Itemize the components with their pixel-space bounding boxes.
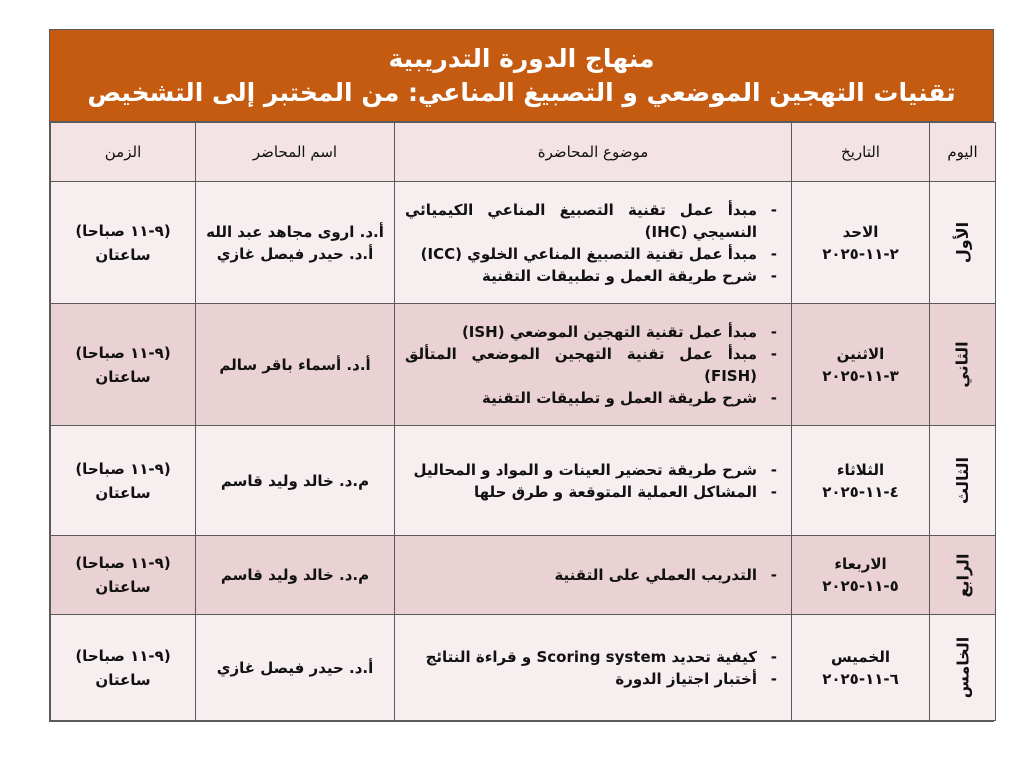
topic-item: - شرح طريقة تحضير العينات و المواد و المحاليل [405,459,779,481]
topic-item: - أختبار اجتياز الدورة [405,668,779,690]
topic-list [405,564,779,586]
time-cell [51,615,196,721]
time-range: (٩-١١ صباحا) [75,343,171,362]
course-subtitle: تقنيات التهجين الموضعي و التصبيغ المناعي: من المختبر إلى التشخيص [87,77,956,107]
time-range: (٩-١١ صباحا) [75,221,171,240]
duration-label: ساعتان [95,483,151,502]
topic-item: - المشاكل العملية المتوقعة و طرق حلها [405,481,779,503]
header-lecturer: اسم المحاضر [196,123,395,182]
date-cell [792,182,930,304]
topic-item: - مبدأ عمل تقنية التهجين الموضعي المتألق (FISH) [405,343,779,387]
table-row [51,304,996,426]
topic-item: - مبدأ عمل تقنية التصبيغ المناعي الخلوي (ICC) [405,243,779,265]
date-label: ٤-١١-٢٠٢٥ [822,482,899,501]
duration-label: ساعتان [95,578,151,596]
topic-list [405,199,779,287]
date-cell [792,304,930,426]
time-cell [51,182,196,304]
weekday-label: الثلاثاء [836,460,885,479]
header-row [51,123,996,182]
title-banner [50,30,993,122]
day-cell [930,615,996,721]
topic-cell [395,304,792,426]
lecturer-cell [196,182,395,304]
topic-cell [395,426,792,536]
course-schedule [49,29,994,722]
topic-item: - كيفية تحديد Scoring system و قراءة النتائج [405,646,779,668]
time-cell [51,426,196,536]
lecturer-name: أ.د. اروى مجاهد عبد الله [206,222,384,241]
time-cell [51,536,196,615]
day-cell [930,182,996,304]
lecturer-name: أ.د. أسماء باقر سالم [219,355,371,374]
day-label: الخامس [953,636,972,699]
weekday-label: الاحد [842,222,879,241]
table-row [51,182,996,304]
day-label: الأول [952,221,972,264]
topic-cell [395,536,792,615]
time-range: (٩-١١ صباحا) [75,646,171,665]
topic-cell [395,615,792,721]
lecturer-name: أ.د. حيدر فيصل غازي [216,244,374,263]
time-range: (٩-١١ صباحا) [75,459,171,478]
lecturer-name: أ.د. حيدر فيصل غازي [216,658,374,677]
schedule-table [50,122,996,721]
header-date: التاريخ [792,123,930,182]
lecturer-cell [196,426,395,536]
table-row [51,536,996,615]
lecturer-cell [196,615,395,721]
day-label: الرابع [953,553,972,597]
topic-item: - التدريب العملي على التقنية [405,564,779,586]
header-topic: موضوع المحاضرة [395,123,792,182]
time-range: (٩-١١ صباحا) [75,554,171,572]
day-cell [930,426,996,536]
date-label: ٢-١١-٢٠٢٥ [822,244,899,263]
course-title: منهاج الدورة التدريبية [388,43,655,73]
topic-list [405,646,779,690]
lecturer-name: م.د. خالد وليد قاسم [220,471,370,490]
weekday-label: الاربعاء [834,555,887,573]
topic-item: - شرح طريقة العمل و تطبيقات التقنية [405,265,779,287]
day-label: الثالث [952,457,972,504]
topic-list [405,321,779,409]
topic-cell [395,182,792,304]
lecturer-cell [196,304,395,426]
header-day: اليوم [930,123,996,182]
topic-list [405,459,779,503]
day-cell [930,536,996,615]
lecturer-name: م.د. خالد وليد قاسم [220,566,370,584]
date-label: ٥-١١-٢٠٢٥ [822,577,899,595]
topic-item: - مبدأ عمل تقنية التصبيغ المناعي الكيميائي النسيجي (IHC) [405,199,779,243]
weekday-label: الاثنين [836,344,885,363]
time-cell [51,304,196,426]
duration-label: ساعتان [95,367,151,386]
weekday-label: الخميس [831,647,890,666]
table-row [51,426,996,536]
date-cell [792,426,930,536]
date-label: ٣-١١-٢٠٢٥ [822,366,899,385]
duration-label: ساعتان [95,245,151,264]
date-label: ٦-١١-٢٠٢٥ [822,669,899,688]
day-label: الثاني [952,341,972,388]
table-row [51,615,996,721]
duration-label: ساعتان [95,670,151,689]
date-cell [792,536,930,615]
day-cell [930,304,996,426]
topic-item: - شرح طريقة العمل و تطبيقات التقنية [405,387,779,409]
date-cell [792,615,930,721]
header-time: الزمن [51,123,196,182]
topic-item: - مبدأ عمل تقنية التهجين الموضعي (ISH) [405,321,779,343]
lecturer-cell [196,536,395,615]
